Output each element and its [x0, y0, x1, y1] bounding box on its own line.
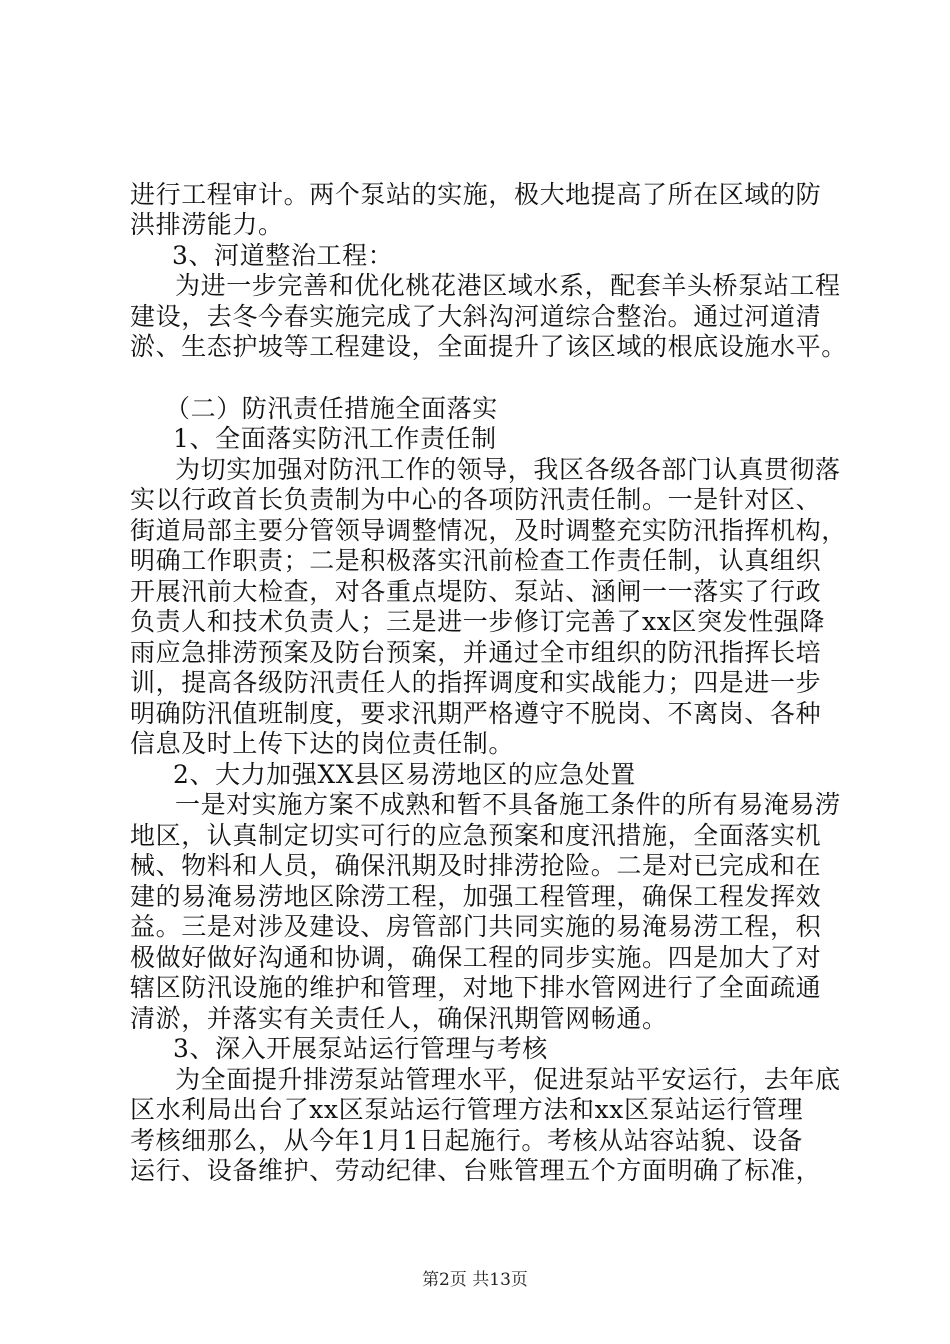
text-line: 运行、设备维护、劳动纪律、台账管理五个方面明确了标准， [130, 1156, 822, 1185]
text-line: 考核细那么，从今年1月1日起施行。考核从站容站貌、设备 [130, 1126, 804, 1155]
text-line: 开展汛前大检查，对各重点堤防、泵站、涵闸一一落实了行政 [130, 577, 822, 606]
text-line: 一是对实施方案不成熟和暂不具备施工条件的所有易淹易涝 [175, 790, 841, 819]
text-line: 清淤，并落实有关责任人，确保汛期管网畅通。 [130, 1004, 668, 1033]
text-line: 为切实加强对防汛工作的领导，我区各级各部门认真贯彻落 [175, 455, 841, 484]
text-line: 雨应急排涝预案及防台预案，并通过全市组织的防汛指挥长培 [130, 638, 822, 667]
text-line: 进行工程审计。两个泵站的实施，极大地提高了所在区域的防 [130, 180, 822, 209]
text-line: 实以行政首长负责制为中心的各项防汛责任制。一是针对区、 [130, 485, 822, 514]
text-line: 辖区防汛设施的维护和管理，对地下排水管网进行了全面疏通 [130, 973, 822, 1002]
section-heading: （二）防汛责任措施全面落实 [165, 394, 498, 423]
text-line: 明确防汛值班制度，要求汛期严格遵守不脱岗、不离岗、各种 [130, 699, 822, 728]
text-line: 益。三是对涉及建设、房管部门共同实施的易淹易涝工程，积 [130, 912, 822, 941]
section-heading: 3、河道整治工程： [172, 241, 394, 270]
section-heading: 2、大力加强XX县区易涝地区的应急处置 [173, 760, 636, 789]
text-line: 区水利局出台了xx区泵站运行管理方法和xx区泵站运行管理 [130, 1095, 804, 1124]
page-number-footer: 第2页 共13页 [422, 1270, 528, 1290]
text-line: 为进一步完善和优化桃花港区域水系，配套羊头桥泵站工程 [175, 271, 841, 300]
text-line: 为全面提升排涝泵站管理水平，促进泵站平安运行，去年底 [175, 1065, 841, 1094]
section-heading: 1、全面落实防汛工作责任制 [173, 424, 497, 453]
text-line: 明确工作职责；二是积极落实汛前检查工作责任制，认真组织 [130, 546, 822, 575]
text-line: 建的易淹易涝地区除涝工程，加强工程管理，确保工程发挥效 [130, 882, 822, 911]
text-line: 洪排涝能力。 [130, 210, 284, 239]
text-line: 负责人和技术负责人；三是进一步修订完善了xx区突发性强降 [130, 607, 826, 636]
text-line: 淤、生态护坡等工程建设，全面提升了该区域的根底设施水平。 [130, 332, 847, 361]
section-heading: 3、深入开展泵站运行管理与考核 [173, 1034, 548, 1063]
text-line: 信息及时上传下达的岗位责任制。 [130, 729, 515, 758]
text-line: 地区，认真制定切实可行的应急预案和度汛措施，全面落实机 [130, 821, 822, 850]
text-line: 建设，去冬今春实施完成了大斜沟河道综合整治。通过河道清 [130, 302, 822, 331]
text-line: 械、物料和人员，确保汛期及时排涝抢险。二是对已完成和在 [130, 851, 822, 880]
text-line: 极做好做好沟通和协调，确保工程的同步实施。四是加大了对 [130, 943, 822, 972]
text-line: 训，提高各级防汛责任人的指挥调度和实战能力；四是进一步 [130, 668, 822, 697]
text-line: 街道局部主要分管领导调整情况，及时调整充实防汛指挥机构， [130, 516, 847, 545]
